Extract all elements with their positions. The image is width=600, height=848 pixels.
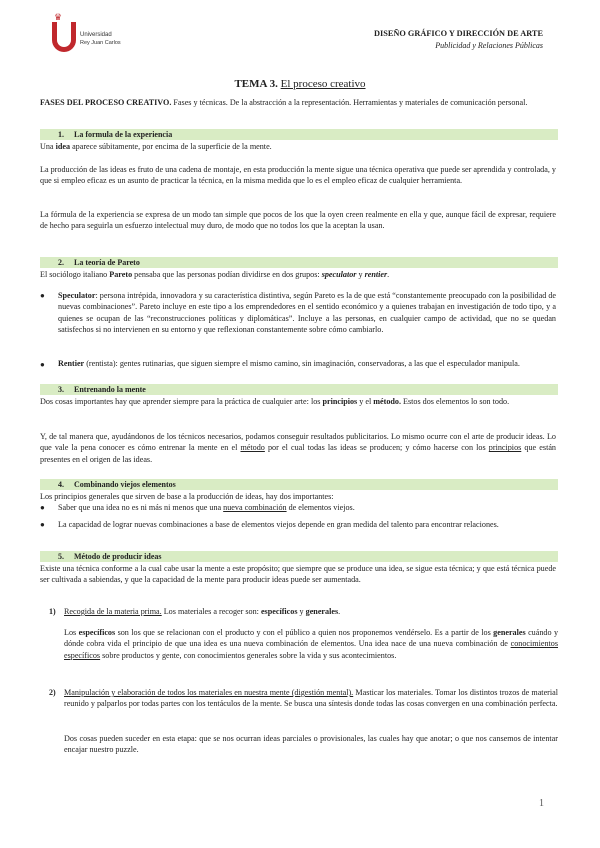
intro-rest: Fases y técnicas. De la abstracción a la representación. Herramientas y materiales de comunicación personal. <box>171 98 528 107</box>
s1-paragraph-3: La fórmula de la experiencia se expresa de un modo tan simple que pocos de los que la oyen creen realmente en ella y que, aunque fácil de expresar, requiere de hecho para seguirla un esfuerzo intelectual muy duro, de modo que no todos los que la aceptan la usan. <box>40 210 556 231</box>
title-prefix: TEMA 3. <box>234 78 278 90</box>
bullet-icon: ● <box>40 520 45 529</box>
section-heading-5 <box>40 551 558 562</box>
section-num: 4. <box>58 480 64 489</box>
item-number-2: 2) <box>49 688 56 697</box>
page-title <box>0 78 600 90</box>
title-main: El proceso creativo <box>280 78 366 90</box>
degree-name: Publicidad y Relaciones Públicas <box>435 41 543 50</box>
section-title: Método de producir ideas <box>74 552 162 561</box>
section-title: Combinando viejos elementos <box>74 480 176 489</box>
university-logo <box>50 12 130 60</box>
s5-item-1: Recogida de la materia prima. Los materiales a recoger son: específicos y generales. <box>64 607 341 616</box>
course-title: DISEÑO GRÁFICO Y DIRECCIÓN DE ARTE <box>374 29 543 38</box>
s5-item-1-detail: Los específicos son los que se relacionan con el producto y con el público a quien nos proponemos vendérselo. Es a partir de los generales cuándo y dónde cobra vida el principio de que una idea es una nueva combinación de elementos. Una idea nace de una nueva combinación de conocimientos específicos sobre productos y gente, con conocimientos generales sobre la vida y sus acontecimientos. <box>64 628 559 660</box>
page-number: 1 <box>539 798 544 809</box>
section-num: 1. <box>58 130 64 139</box>
section-num: 2. <box>58 258 64 267</box>
s5-item-2-detail: Dos cosas pueden suceder en esta etapa: que se nos ocurran ideas parciales o provisionales, las cuales hay que anotar; o que nos cansemos de intentar encajar nuestro puzzle. <box>64 734 558 755</box>
bullet-icon: ● <box>40 503 45 512</box>
s1-paragraph-2: La producción de las ideas es fruto de una cadena de montaje, en esta producción la mente sigue una técnica operativa que puede ser aprendida y controlada, y que si empleo eficaz es un asunto de practicar la técnica, en la misma medida que lo es el empleo eficaz de cualquier herramienta. <box>40 165 556 186</box>
s4-item-1: Saber que una idea no es ni más ni menos que una nueva combinación de elementos viejos. <box>58 503 355 512</box>
rentier-item: Rentier (rentista): gentes rutinarias, que siguen siempre el mismo camino, sin imaginación, conservadoras, a las que el especulador manipula. <box>58 359 520 368</box>
item-number-1: 1) <box>49 607 56 616</box>
section-num: 3. <box>58 385 64 394</box>
bullet-icon: ● <box>40 291 45 300</box>
section-num: 5. <box>58 552 64 561</box>
section-heading-4 <box>40 479 558 490</box>
s1-paragraph-1: Una idea aparece súbitamente, por encima de la superficie de la mente. <box>40 142 272 151</box>
crown-icon: ♛ <box>54 12 62 22</box>
s4-item-2: La capacidad de lograr nuevas combinaciones a base de elementos viejos depende en gran medida del talento para encontrar relaciones. <box>58 520 499 529</box>
intro-lead: FASES DEL PROCESO CREATIVO. <box>40 98 172 107</box>
section-heading-3 <box>40 384 558 395</box>
logo-line1: Universidad <box>80 32 112 38</box>
logo-line2: Rey Juan Carlos <box>80 40 121 46</box>
speculator-item: Speculator: persona intrépida, innovadora y su característica distintiva, según Pareto es la de que está “constantemente preocupado con la posibilidad de nuevas combinaciones”. Pareto incluye en este tipo a los emprendedores en el sentido económico y a quienes trabajan en investigación de todo tipo, y a quienes se ocupan de las “reconstrucciones políticas y diplomáticas”. Incluye a las personas, en cualquier campo de actividad, que no se quedan satisfechos si no intervienen en su entorno y que reflexionan constantemente sobre cómo cambiarlo. <box>58 291 556 335</box>
bullet-icon: ● <box>40 360 45 369</box>
s5-intro: Existe una técnica conforme a la cual cabe usar la mente a este propósito; que siempre que se produce una idea, se sigue esta técnica; y que está técnica puede ser cultivada a sabiendas, y que la capacidad de la mente para producir ideas puede ser aumentada. <box>40 564 556 585</box>
section-title: La formula de la experiencia <box>74 130 173 139</box>
s3-paragraph-1: Dos cosas importantes hay que aprender siempre para la práctica de cualquier arte: los principios y el método. Estos dos elementos lo son todo. <box>40 397 510 406</box>
section-title: La teoría de Pareto <box>74 258 140 267</box>
s5-item-2: Manipulación y elaboración de todos los materiales en nuestra mente (digestión mental). Masticar los materiales. Tomar los distintos trozos de material reunido y palparlos por todas partes con los tentáculos de la mente. Se busca una síntesis donde todas las cosas convergen en una combinación perfecta. <box>64 688 558 709</box>
u-mark-icon <box>52 22 76 52</box>
s2-intro: El sociólogo italiano Pareto pensaba que las personas podían dividirse en dos grupos: speculator y rentier. <box>40 270 390 279</box>
s3-paragraph-2: Y, de tal manera que, ayudándonos de los técnicos necesarios, podamos conseguir resultados publicitarios. Lo mismo ocurre con el arte de producir ideas. Lo que vale la pena conocer es cómo entrenar la mente en el método por el cual todas las ideas se producen; y cómo hacerse con los principios que están presentes en el origen de las ideas. <box>40 432 556 464</box>
intro-paragraph <box>40 97 556 108</box>
section-heading-2 <box>40 257 558 268</box>
section-heading-1 <box>40 129 558 140</box>
section-title: Entrenando la mente <box>74 385 146 394</box>
s4-intro: Los principios generales que sirven de base a la producción de ideas, hay dos importantes: <box>40 492 334 501</box>
